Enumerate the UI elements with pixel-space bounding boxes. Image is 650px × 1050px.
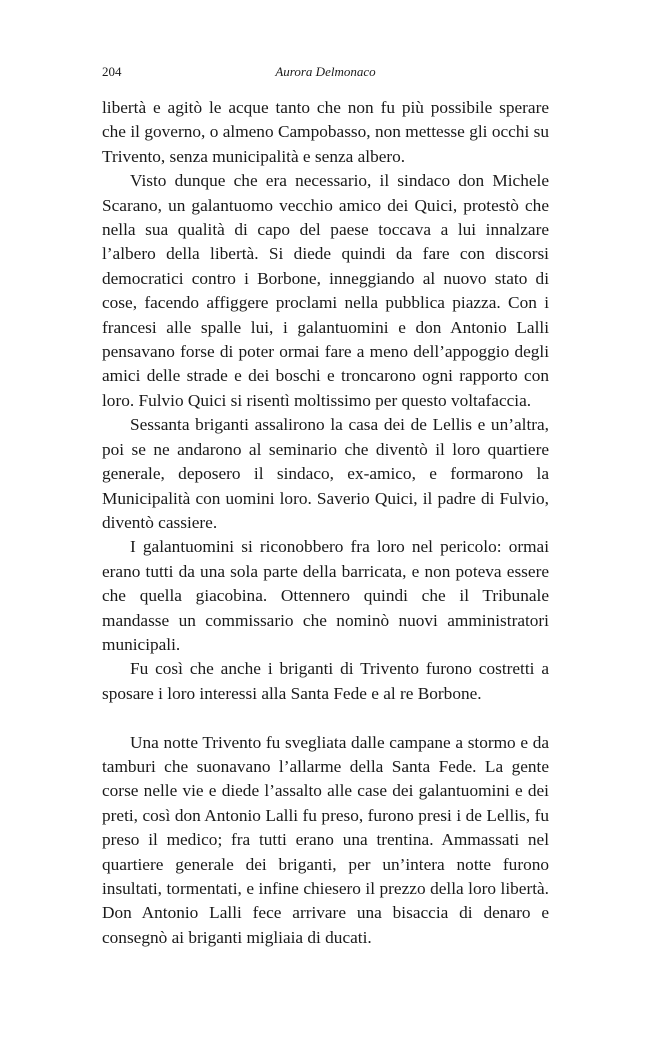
paragraph: Visto dunque che era necessario, il sindaco don Michele Scarano, un galantuomo vecchio amico dei Quici, protestò che nella sua qualità di capo del paese toccava a lui innalzare l’albero della libertà. Si diede quindi da fare con discorsi democratici contro i Borbone, inneggiando al nuovo stato di cose, facendo affiggere proclami nella pubblica piazza. Con i francesi alle spalle lui, i galantuomini e don Antonio Lalli pensavano forse di poter ormai fare a meno dell’appoggio degli amici delle strade e dei boschi e troncarono ogni rapporto con loro. Fulvio Quici si risentì moltissimo per questo voltafaccia. (102, 171, 549, 410)
paragraph: libertà e agitò le acque tanto che non fu più possibile sperare che il governo, o almeno Campobasso, non mettesse gli occhi su Trivento, senza municipalità e senza albero. (102, 98, 549, 166)
paragraph: Una notte Trivento fu svegliata dalle campane a stormo e da tamburi che suonavano l’allarme della Santa Fede. La gente corse nelle vie e diede l’assalto alle case dei galantuomini e dei preti, così don Antonio Lalli fu preso, furono presi i de Lellis, fu preso il medico; fra tutti erano una trentina. Ammassati nel quartiere generale dei briganti, per un’intera notte furono insultati, tormentati, e infine chiesero il prezzo della loro libertà. Don Antonio Lalli fece arrivare una bisaccia di denaro e consegnò ai briganti migliaia di ducati. (102, 732, 549, 947)
running-title: Aurora Delmonaco (275, 64, 376, 79)
paragraph: Fu così che anche i briganti di Trivento furono costretti a sposare i loro interessi alla Santa Fede e al re Borbone. (102, 659, 549, 703)
running-head (102, 64, 549, 84)
page-number: 204 (102, 64, 122, 79)
body-text (102, 96, 549, 950)
paragraph: I galantuomini si riconobbero fra loro nel pericolo: ormai erano tutti da una sola parte della barricata, e non poteva essere che quella giacobina. Ottennero quindi che il Tribunale mandasse un commissario che nominò nuovi amministratori municipali. (102, 537, 549, 654)
paragraph: Sessanta briganti assalirono la casa dei de Lellis e un’altra, poi se ne andarono al seminario che diventò il loro quartiere generale, deposero il sindaco, ex-amico, e formarono la Municipalità con uomini loro. Saverio Quici, il padre di Fulvio, diventò cassiere. (102, 415, 549, 532)
